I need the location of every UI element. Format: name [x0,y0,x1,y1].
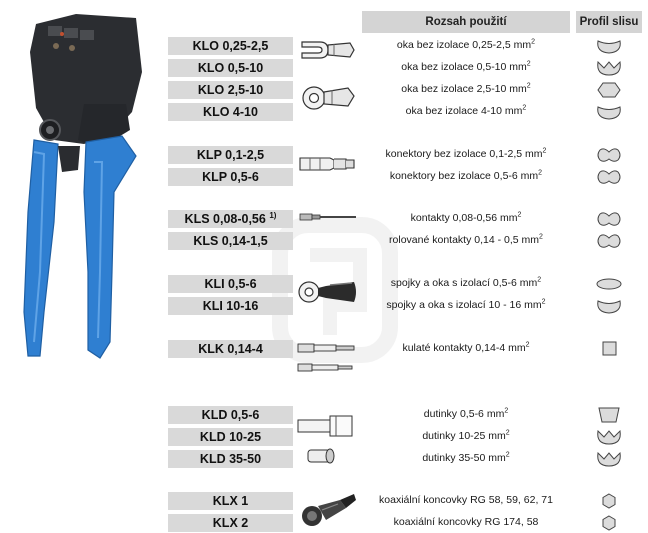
profile-trapezoid-icon [594,405,624,425]
profile-double-round-icon [594,231,624,251]
profile-oval-open-icon [594,36,624,56]
code-klp-05-6: KLP 0,5-6 [168,168,293,186]
desc-klo-05-10: oka bez izolace 0,5-10 $mm^2$ [401,60,531,73]
code-klo-4-10: KLO 4-10 [168,103,293,121]
profile-hexagon-icon [594,80,624,100]
code-kls-014-15: KLS 0,14-1,5 [168,232,293,250]
desc-kls-008-056: kontakty 0,08-0,56 $mm^2$ [410,211,522,224]
profile-oval-open-icon [594,102,624,122]
profile-ellipse-icon [594,274,624,294]
profile-double-round-icon [594,145,624,165]
profile-hexagon-icon [594,513,624,533]
desc-klk-014-4: kulaté kontakty 0,14-4 $mm^2$ [402,341,530,354]
code-kld-05-6: KLD 0,5-6 [168,406,293,424]
desc-kld-05-6: dutinky 0,5-6 $mm^2$ [423,407,509,420]
code-footnote: 1) [269,210,277,220]
desc-kli-10-16: spojky a oka s izolací 10 - 16 $mm^2$ [386,298,546,311]
code-klk-014-4: KLK 0,14-4 [168,340,293,358]
code-klx-2: KLX 2 [168,514,293,532]
desc-klx-1: koaxiální koncovky RG 58, 59, 62, 71 [379,494,553,506]
code-kld-35-50: KLD 35-50 [168,450,293,468]
code-klo-025-25: KLO 0,25-2,5 [168,37,293,55]
profile-oval-open-icon [594,296,624,316]
profile-crown-icon [594,427,624,447]
code-kld-10-25: KLD 10-25 [168,428,293,446]
profile-double-round-icon [594,167,624,187]
code-kls-008-056 [168,210,293,228]
code-klp-01-25: KLP 0,1-2,5 [168,146,293,164]
profile-crown-icon [594,58,624,78]
profile-double-round-icon [594,209,624,229]
desc-klo-4-10: oka bez izolace 4-10 $mm^2$ [405,104,527,117]
desc-kli-05-6: spojky a oka s izolací 0,5-6 $mm^2$ [390,276,542,289]
header-usage: Rozsah použití [362,11,570,33]
desc-klp-01-25: konektory bez izolace 0,1-2,5 $mm^2$ [385,147,547,160]
coaxial-connector-icon [296,490,360,530]
code-klo-05-10: KLO 0,5-10 [168,59,293,77]
desc-kld-10-25: dutinky 10-25 $mm^2$ [422,429,510,442]
fork-terminal-icon [298,36,358,64]
header-profile: Profil slisu [576,11,642,33]
desc-klo-025-25: oka bez izolace 0,25-2,5 $mm^2$ [396,38,536,51]
insulated-ring-terminal-icon [296,274,360,310]
code-klx-1: KLX 1 [168,492,293,510]
profile-crown-icon [594,449,624,469]
profile-square-icon [594,339,624,359]
round-contact-icon [294,340,360,376]
code-kli-05-6: KLI 0,5-6 [168,275,293,293]
ring-terminal-icon [298,80,358,114]
desc-klx-2: koaxiální koncovky RG 174, 58 [393,516,539,528]
wire-ferrule-icon [294,412,360,468]
code-kli-10-16: KLI 10-16 [168,297,293,315]
desc-klp-05-6: konektory bez izolace 0,5-6 $mm^2$ [389,169,543,182]
desc-klo-25-10: oka bez izolace 2,5-10 $mm^2$ [401,82,531,95]
code-text: KLS 0,08-0,56 [184,212,266,226]
open-contact-icon [296,210,360,224]
crimping-tool-image [14,12,160,362]
desc-kld-35-50: dutinky 35-50 $mm^2$ [422,451,510,464]
profile-hexagon-icon [594,491,624,511]
desc-kls-014-15: rolované kontakty 0,14 - 0,5 $mm^2$ [389,233,543,246]
code-klo-25-10: KLO 2,5-10 [168,81,293,99]
flat-connector-icon [296,150,360,178]
